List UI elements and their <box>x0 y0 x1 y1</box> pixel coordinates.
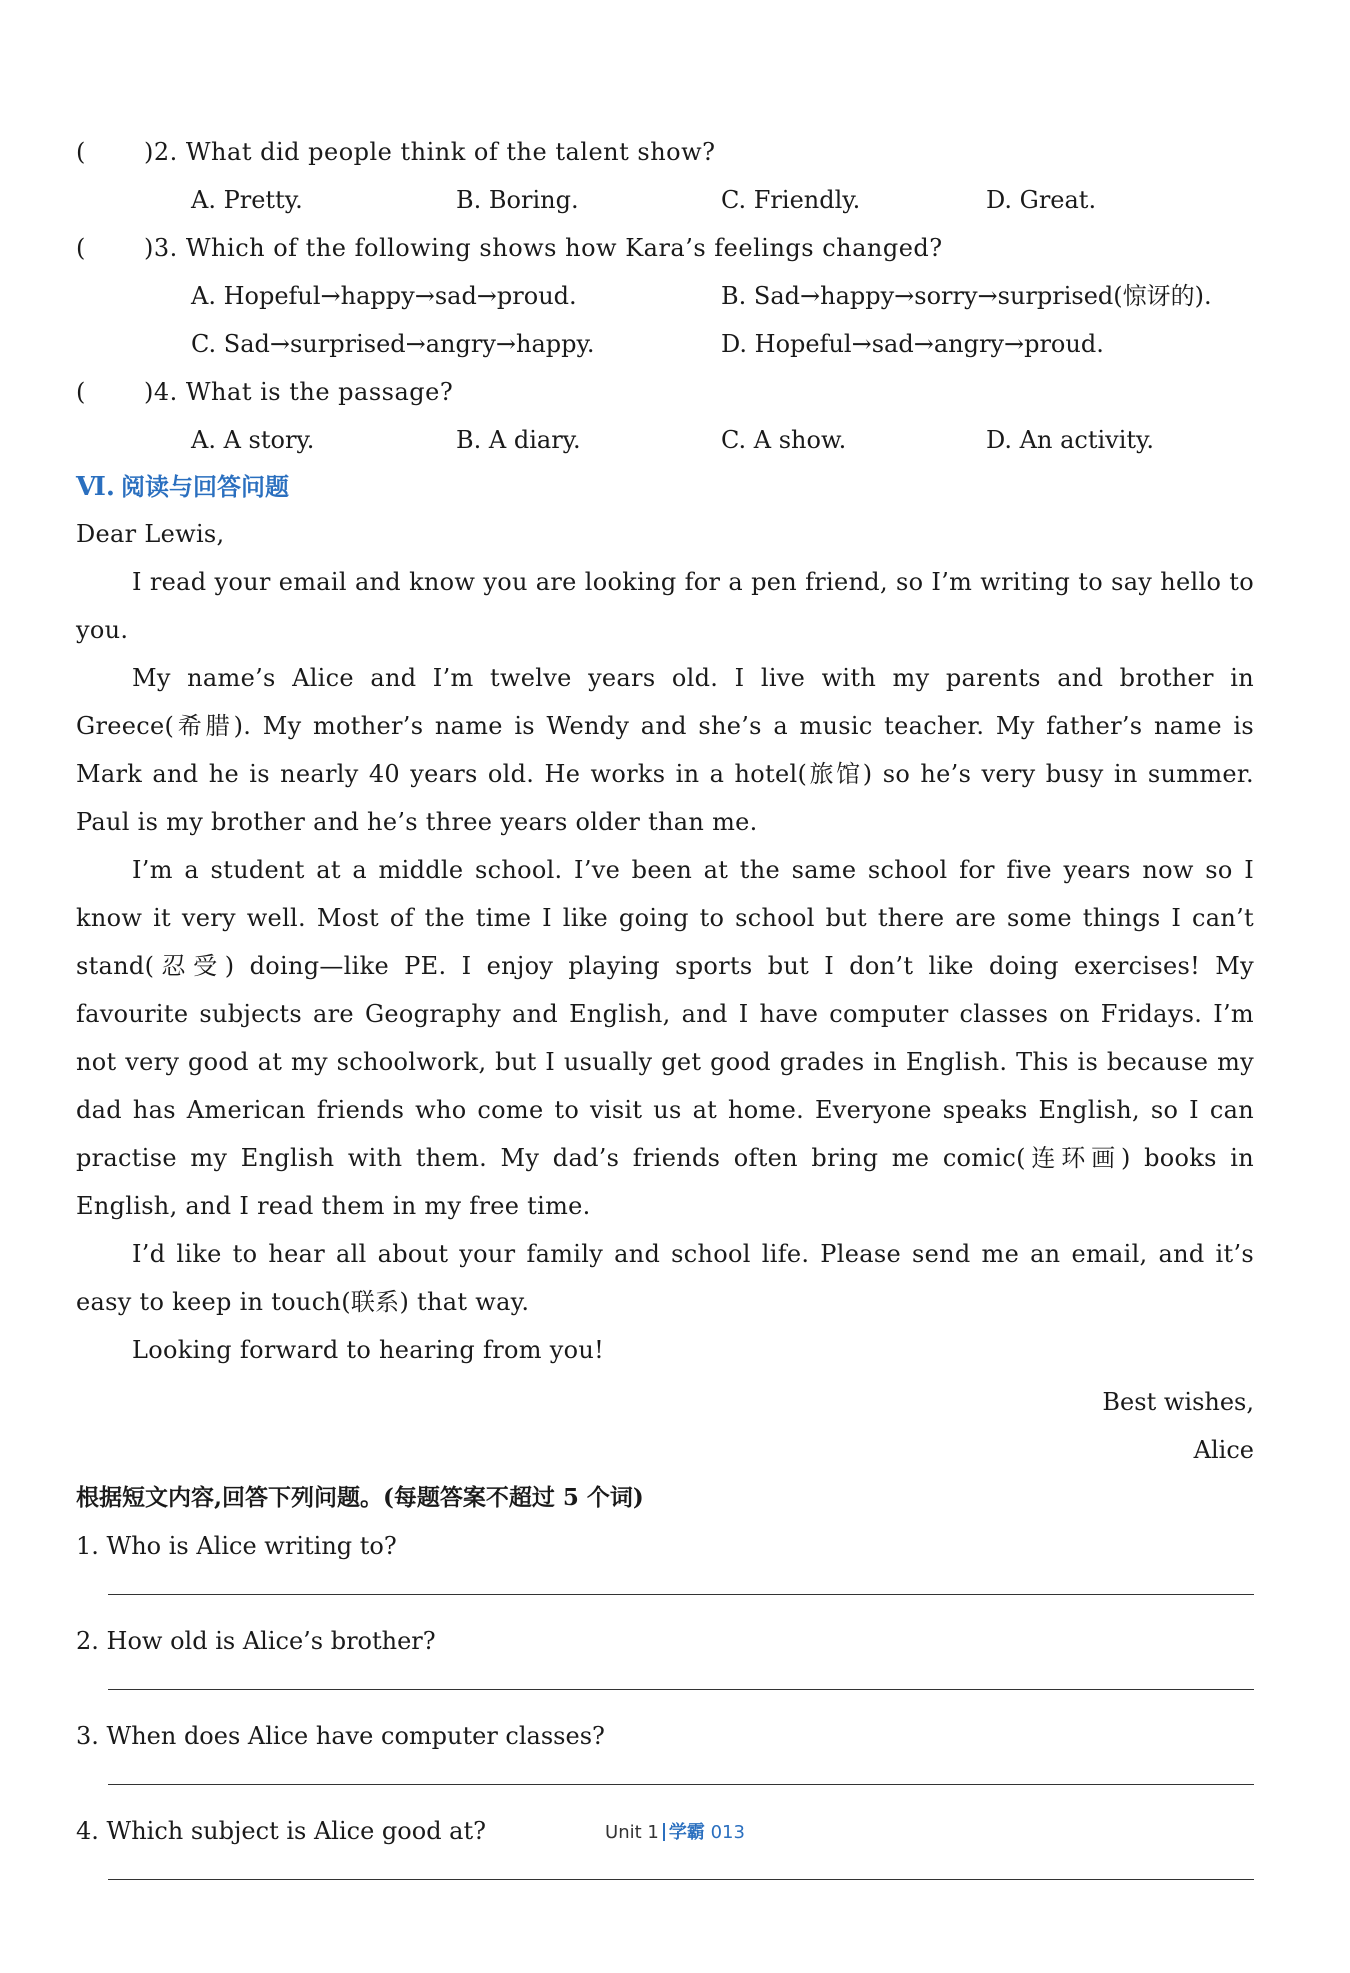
answer-bracket[interactable]: ( <box>76 138 86 166</box>
mcq-question-3 <box>76 224 1254 272</box>
option-d: D. An activity. <box>986 426 1155 454</box>
letter-signature: Alice <box>1193 1436 1254 1464</box>
letter-paragraph-3: I’m a student at a middle school. I’ve been at the same school for five years now so I know it very well. Most of the time I like going to school but there are some things I can’t stand(忍受) doing—like PE. I enjoy playing sports but I don’t like doing exercises! My favourite subjects are Geography and English, and I have computer classes on Fridays. I’m not very good at my schoolwork, but I usually get good grades in English. This is because my dad has American friends who come to visit us at home. Everyone speaks English, so I can practise my English with them. My dad’s friends often bring me comic(连环画) books in English, and I read them in my free time. <box>76 856 1254 1220</box>
instructions: 根据短文内容,回答下列问题。(每题答案不超过 5 个词) <box>76 1484 644 1511</box>
option-c: C. Sad→surprised→angry→happy. <box>191 330 595 358</box>
answer-bracket[interactable]: ( <box>76 234 86 262</box>
letter-paragraph-1: I read your email and know you are looking for a pen friend, so I’m writing to say hello to you. <box>76 568 1254 644</box>
letter-closing: Best wishes, <box>1102 1388 1254 1416</box>
question-text: )3. Which of the following shows how Kara’s feelings changed? <box>144 234 943 262</box>
page-number: 013 <box>710 1822 745 1843</box>
brand-label: 学霸 <box>668 1822 705 1843</box>
letter-paragraph-4: I’d like to hear all about your family and school life. Please send me an email, and it’s easy to keep in touch(联系) that way. <box>76 1240 1254 1316</box>
option-d: D. Great. <box>986 186 1097 214</box>
answer-line[interactable] <box>108 1689 1254 1690</box>
short-answer-question-1 <box>76 1522 1254 1617</box>
option-b: B. A diary. <box>456 426 581 454</box>
question-text: 3. When does Alice have computer classes? <box>76 1722 605 1750</box>
letter-paragraph-2: My name’s Alice and I’m twelve years old. I live with my parents and brother in Greece(希腊). My mother’s name is Wendy and she’s a music teacher. My father’s name is Mark and he is nearly 40 years old. He works in a hotel(旅馆) so he’s very busy in summer. Paul is my brother and he’s three years older than me. <box>76 664 1254 836</box>
answer-line[interactable] <box>108 1594 1254 1595</box>
option-a: A. Hopeful→happy→sad→proud. <box>191 282 577 310</box>
question-text: )4. What is the passage? <box>144 378 454 406</box>
answer-line[interactable] <box>108 1784 1254 1785</box>
letter-paragraph-5: Looking forward to hearing from you! <box>132 1336 605 1364</box>
section-title: 阅读与回答问题 <box>120 473 289 501</box>
letter-greeting: Dear Lewis, <box>76 520 225 548</box>
option-d: D. Hopeful→sad→angry→proud. <box>721 330 1104 358</box>
answer-bracket[interactable]: ( <box>76 378 86 406</box>
option-b: B. Sad→happy→sorry→surprised(惊讶的). <box>721 282 1212 310</box>
question-text: 1. Who is Alice writing to? <box>76 1532 397 1560</box>
question-text: 2. How old is Alice’s brother? <box>76 1627 436 1655</box>
option-a: A. A story. <box>191 426 315 454</box>
short-answer-question-2 <box>76 1617 1254 1712</box>
mcq-question-4 <box>76 368 1254 416</box>
letter <box>76 510 1254 1474</box>
question-text: )2. What did people think of the talent show? <box>144 138 716 166</box>
mcq-options-3-row2 <box>76 320 1254 368</box>
short-answer-question-3 <box>76 1712 1254 1807</box>
option-a: A. Pretty. <box>191 186 303 214</box>
mcq-options-4 <box>76 416 1254 464</box>
option-b: B. Boring. <box>456 186 579 214</box>
question-text: 4. Which subject is Alice good at? <box>76 1817 487 1845</box>
option-c: C. A show. <box>721 426 847 454</box>
section-number: Ⅵ. <box>76 472 115 502</box>
footer-divider <box>663 1823 665 1841</box>
answer-line[interactable] <box>108 1879 1254 1880</box>
option-c: C. Friendly. <box>721 186 861 214</box>
section-heading <box>76 464 1254 510</box>
page-footer <box>0 1818 1350 1844</box>
mcq-options-2 <box>76 176 1254 224</box>
unit-label: Unit 1 <box>605 1822 659 1843</box>
mcq-question-2 <box>76 128 1254 176</box>
mcq-options-3-row1 <box>76 272 1254 320</box>
